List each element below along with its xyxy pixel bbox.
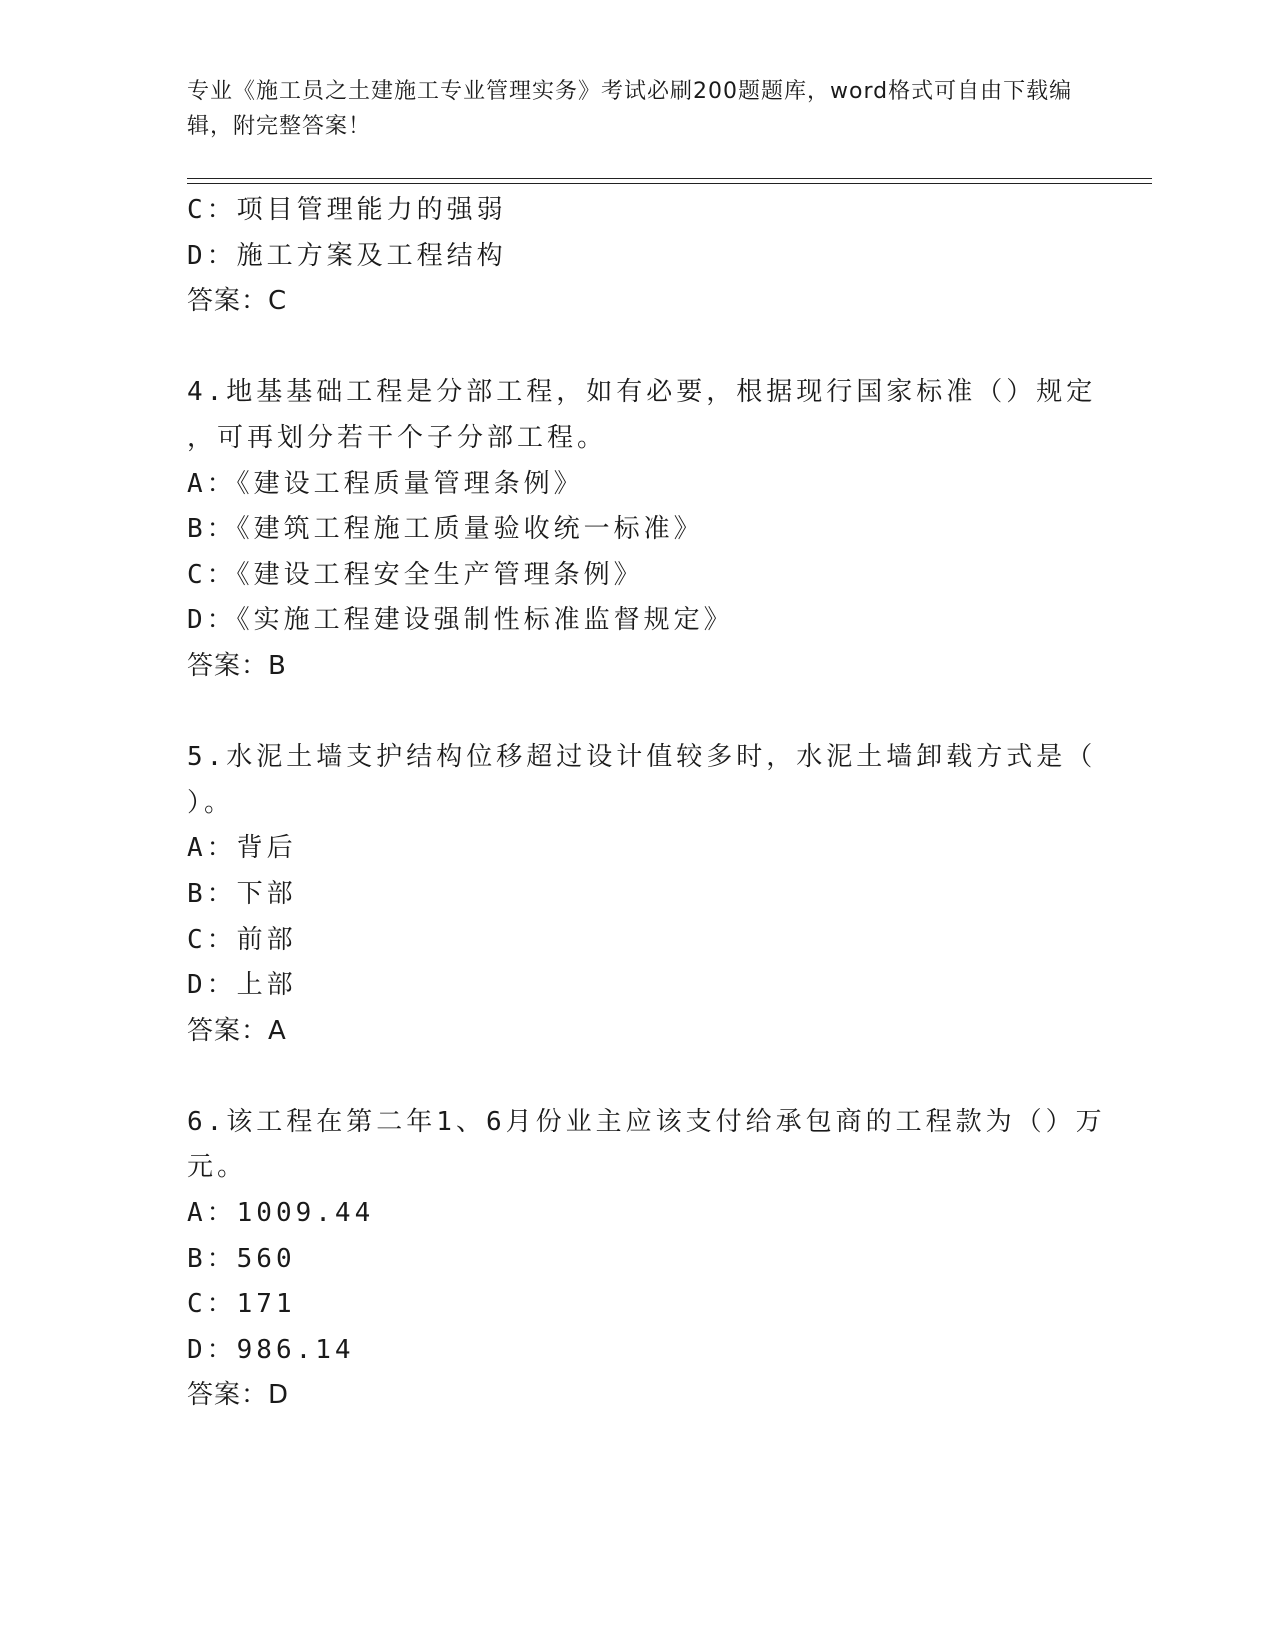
question-5: [187, 735, 1097, 1054]
question-stem-continued: 元。: [187, 1152, 248, 1183]
spacer: [187, 690, 1087, 736]
question-4: [187, 370, 1097, 689]
answer: 答案：B: [187, 650, 287, 681]
question-stem: 6.该工程在第二年1、6月份业主应该支付给承包商的工程款为（）万: [187, 1106, 1106, 1137]
option-c: C：前部: [187, 924, 297, 955]
answer: 答案：C: [187, 286, 288, 317]
question-stem: 5.水泥土墙支护结构位移超过设计值较多时，水泥土墙卸载方式是（: [187, 742, 1097, 773]
option-d: D：上部: [187, 970, 297, 1001]
header-divider-bottom: [187, 183, 1152, 184]
question-stem-continued: ）。: [187, 787, 235, 818]
option-d: D：施工方案及工程结构: [187, 240, 507, 271]
spacer: [187, 325, 1087, 371]
header-title: 专业《施工员之土建施工专业管理实务》考试必刷200题题库，word格式可自由下载编辑，附完整答案！: [187, 79, 1073, 139]
option-c: C：171: [187, 1289, 296, 1320]
option-d: D：《实施工程建设强制性标准监督规定》: [187, 605, 734, 636]
answer: 答案：A: [187, 1015, 287, 1046]
question-3: [187, 188, 1087, 325]
option-d: D：986.14: [187, 1334, 355, 1365]
answer: 答案：D: [187, 1380, 290, 1411]
question-6: [187, 1100, 1106, 1419]
spacer: [187, 1054, 1087, 1100]
option-a: A：1009.44: [187, 1198, 375, 1229]
option-c: C：《建设工程安全生产管理条例》: [187, 559, 644, 590]
header-divider-top: [187, 178, 1152, 179]
option-b: B：下部: [187, 878, 297, 909]
question-stem: 4.地基基础工程是分部工程，如有必要，根据现行国家标准（）规定: [187, 377, 1097, 408]
document-header: [187, 74, 1087, 144]
option-a: A：背后: [187, 833, 297, 864]
question-list: [187, 188, 1106, 1419]
option-a: A：《建设工程质量管理条例》: [187, 468, 584, 499]
option-c: C：项目管理能力的强弱: [187, 195, 507, 225]
question-stem-continued: ，可再划分若干个子分部工程。: [187, 422, 608, 453]
option-b: B：560: [187, 1243, 296, 1274]
option-b: B：《建筑工程施工质量验收统一标准》: [187, 514, 704, 545]
